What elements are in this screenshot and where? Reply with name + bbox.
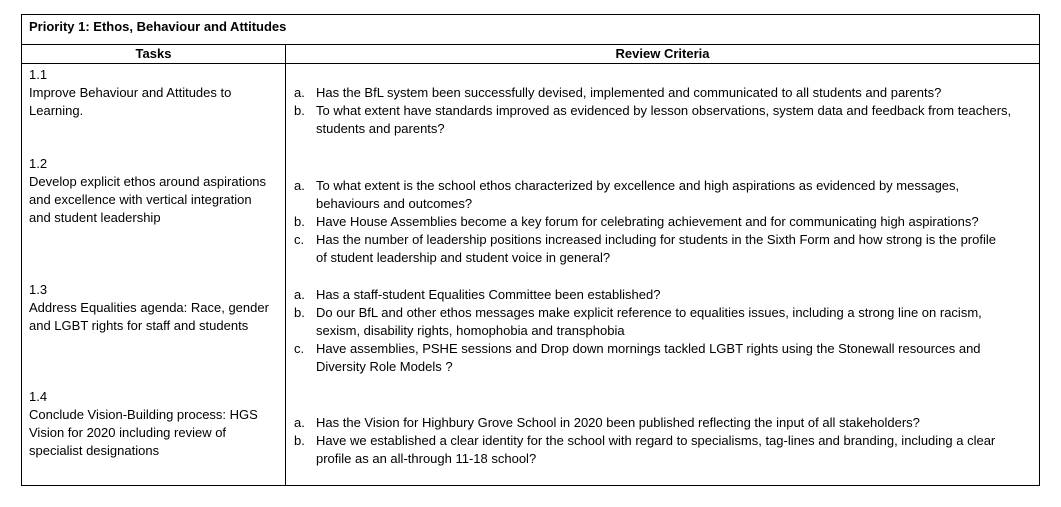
criterion-text-line: Do our BfL and other ethos messages make explicit reference to equalities issues, including a strong line on racism, <box>316 305 982 320</box>
criterion-text-line: Have we established a clear identity for the school with regard to specialisms, tag-lines and branding, including a clear <box>316 433 996 448</box>
criterion-letter: b. <box>294 103 305 118</box>
task-number: 1.1 <box>29 67 48 82</box>
criterion-text-line: Has the number of leadership positions increased including for students in the Sixth Form and how strong is the profile <box>316 232 996 247</box>
criterion-letter: c. <box>294 232 305 247</box>
criterion-item <box>294 213 1034 231</box>
criterion-item <box>294 286 1034 304</box>
criterion-item <box>294 340 1034 376</box>
title-row <box>22 15 1039 45</box>
task-text-line: specialist designations <box>29 443 160 458</box>
task-text-line: and student leadership <box>29 210 161 225</box>
criterion-text-line: students and parents? <box>316 121 445 136</box>
criterion-text-line: Have House Assemblies become a key forum for celebrating achievement and for communicating high aspirations? <box>316 214 979 229</box>
criterion-letter: b. <box>294 433 305 448</box>
task-text-line: and LGBT rights for staff and students <box>29 318 249 333</box>
criterion-text-line: of student leadership and student voice in general? <box>316 250 611 265</box>
header-row <box>22 44 1039 64</box>
task-text-line: Conclude Vision-Building process: HGS <box>29 407 258 422</box>
tasks-header: Tasks <box>135 46 172 61</box>
criterion-text-line: Has the Vision for Highbury Grove School in 2020 been published reflecting the input of all stakeholders? <box>316 415 920 430</box>
criterion-text-line: Have assemblies, PSHE sessions and Drop down mornings tackled LGBT rights using the Stonewall resources and <box>316 341 981 356</box>
criterion-letter: b. <box>294 305 305 320</box>
criterion-letter: a. <box>294 415 305 430</box>
criterion-letter: a. <box>294 178 305 193</box>
task-text-line: Learning. <box>29 103 84 118</box>
criterion-letter: b. <box>294 214 305 229</box>
priority-table <box>21 14 1040 486</box>
criterion-item <box>294 177 1034 213</box>
criterion-text-line: Has the BfL system been successfully devised, implemented and communicated to all students and parents? <box>316 85 942 100</box>
criterion-letter: a. <box>294 287 305 302</box>
task-1-2 <box>29 155 281 227</box>
task-number: 1.3 <box>29 282 48 297</box>
criterion-text-line: Has a staff-student Equalities Committee been established? <box>316 287 661 302</box>
criterion-text-line: behaviours and outcomes? <box>316 196 473 211</box>
task-text-line: and excellence with vertical integration <box>29 192 252 207</box>
task-1-4 <box>29 388 281 460</box>
criterion-text-line: profile as an all-through 11-18 school? <box>316 451 537 466</box>
criterion-letter: a. <box>294 85 305 100</box>
criteria-1-2 <box>294 177 1034 267</box>
criterion-item <box>294 84 1034 102</box>
criterion-item <box>294 231 1034 267</box>
review-criteria-header: Review Criteria <box>615 46 710 61</box>
task-text-line: Develop explicit ethos around aspirations <box>29 174 267 189</box>
task-number: 1.4 <box>29 389 48 404</box>
criterion-letter: c. <box>294 341 305 356</box>
task-number: 1.2 <box>29 156 48 171</box>
task-text-line: Address Equalities agenda: Race, gender <box>29 300 269 315</box>
table-title: Priority 1: Ethos, Behaviour and Attitudes <box>29 19 287 34</box>
criterion-text-line: sexism, disability rights, homophobia and transphobia <box>316 323 625 338</box>
criterion-item <box>294 304 1034 340</box>
criterion-text-line: Diversity Role Models ? <box>316 359 453 374</box>
criterion-item <box>294 102 1034 138</box>
criterion-item <box>294 432 1034 468</box>
task-1-1 <box>29 66 281 120</box>
criterion-text-line: To what extent have standards improved as evidenced by lesson observations, system data and feedback from teachers, <box>316 103 1012 118</box>
column-divider <box>285 44 286 485</box>
criterion-text-line: To what extent is the school ethos characterized by excellence and high aspirations as evidenced by messages, <box>316 178 960 193</box>
criterion-item <box>294 414 1034 432</box>
criteria-1-4 <box>294 414 1034 468</box>
criteria-1-3 <box>294 286 1034 376</box>
criteria-1-1 <box>294 84 1034 138</box>
task-text-line: Improve Behaviour and Attitudes to <box>29 85 232 100</box>
task-text-line: Vision for 2020 including review of <box>29 425 227 440</box>
task-1-3 <box>29 281 281 335</box>
